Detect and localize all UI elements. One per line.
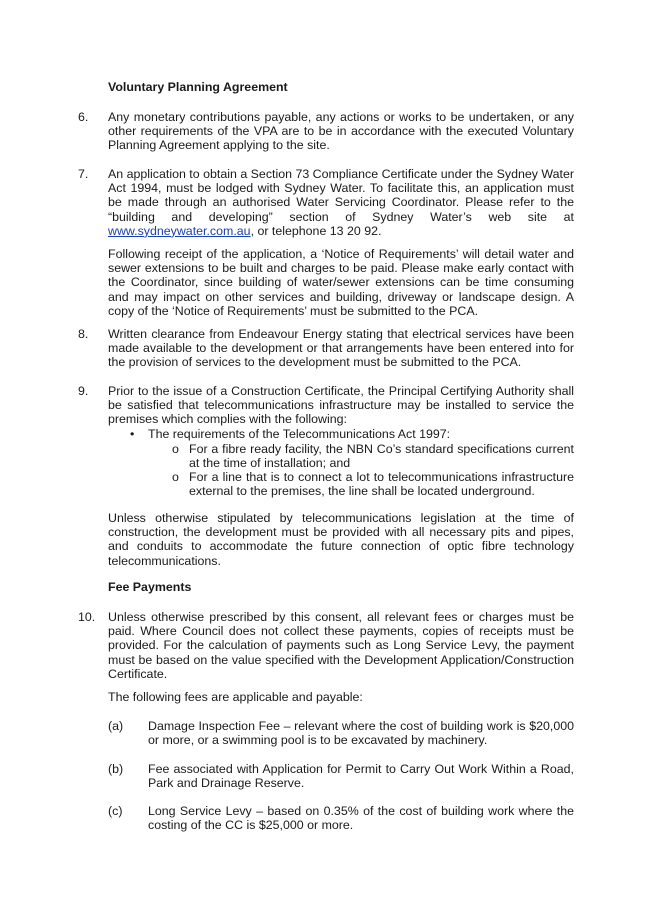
sub-bullet-marker-2: o bbox=[172, 470, 179, 484]
section-heading-fees: Fee Payments bbox=[108, 580, 192, 594]
fees-intro: The following fees are applicable and payable: bbox=[108, 690, 363, 704]
condition-text-6: Any monetary contributions payable, any actions or works to be undertaken, or any other requirements of the VPA are to be in accordance with the executed Voluntary Planning Agreement applying to the site. bbox=[108, 110, 574, 153]
condition-text-9: Prior to the issue of a Construction Certificate, the Principal Certifying Authority shall be satisfied that telecommunications infrastructure may be installed to service the premises which complies with the following: bbox=[108, 384, 574, 427]
fee-item-c: Long Service Levy – based on 0.35% of the cost of building work where the costing of the CC is $25,000 or more. bbox=[148, 804, 574, 833]
condition-text-7 bbox=[108, 167, 574, 238]
fee-item-b: Fee associated with Application for Permit to Carry Out Work Within a Road, Park and Drainage Reserve. bbox=[148, 762, 574, 791]
condition-number-8: 8. bbox=[78, 327, 89, 341]
sub-bullet-marker-1: o bbox=[172, 442, 179, 456]
condition-text-8: Written clearance from Endeavour Energy stating that electrical services have been made available to the development or that arrangements have been entered into for the provision of services to the development must be submitted to the PCA. bbox=[108, 327, 574, 370]
sub-bullet-fibre: For a fibre ready facility, the NBN Co’s standard specifications current at the time of installation; and bbox=[189, 442, 574, 471]
condition-text-7-part2: , or telephone 13 20 92. bbox=[250, 223, 382, 238]
condition-number-9: 9. bbox=[78, 384, 89, 398]
bullet-telecom-act: The requirements of the Telecommunications Act 1997: bbox=[148, 427, 451, 441]
condition-number-6: 6. bbox=[78, 110, 89, 124]
condition-number-7: 7. bbox=[78, 167, 89, 181]
sydney-water-link[interactable]: www.sydneywater.com.au bbox=[108, 223, 251, 238]
condition-text-10: Unless otherwise prescribed by this consent, all relevant fees or charges must be paid. Where Council does not collect these payments, copies of receipts must be provided. For the calculation of payments such as Long Service Levy, the payment must be based on the value specified with the Development Application/Construction Certificate. bbox=[108, 610, 574, 681]
fee-letter-b: (b) bbox=[108, 762, 124, 776]
condition-number-10: 10. bbox=[78, 610, 96, 624]
condition-7-notice-paragraph: Following receipt of the application, a ‘Notice of Requirements’ will detail water and sewer extensions to be built and charges to be paid. Please make early contact with the Coordinator, since building of water/sewer extensions can be time consuming and may impact on other services and building, driveway or landscape design. A copy of the ‘Notice of Requirements’ must be submitted to the PCA. bbox=[108, 247, 574, 318]
fee-item-a: Damage Inspection Fee – relevant where the cost of building work is $20,000 or more, or a swimming pool is to be excavated by machinery. bbox=[148, 719, 574, 748]
bullet-marker: • bbox=[130, 427, 135, 441]
condition-9-pits-paragraph: Unless otherwise stipulated by telecommunications legislation at the time of construction, the development must be provided with all necessary pits and pipes, and conduits to accommodate the future connection of optic fibre technology telecommunications. bbox=[108, 511, 574, 568]
condition-text-7-part1: An application to obtain a Section 73 Compliance Certificate under the Sydney Water Act 1994, must be lodged with Sydney Water. To facilitate this, an application must be made through an authorised Water Servicing Coordinator. Please refer to the “building and developing” section of Sydney Water’s web site at bbox=[108, 167, 574, 224]
sub-bullet-line: For a line that is to connect a lot to telecommunications infrastructure external to the premises, the line shall be located underground. bbox=[189, 470, 574, 499]
fee-letter-c: (c) bbox=[108, 804, 123, 818]
fee-letter-a: (a) bbox=[108, 719, 124, 733]
section-heading-vpa: Voluntary Planning Agreement bbox=[108, 80, 288, 94]
